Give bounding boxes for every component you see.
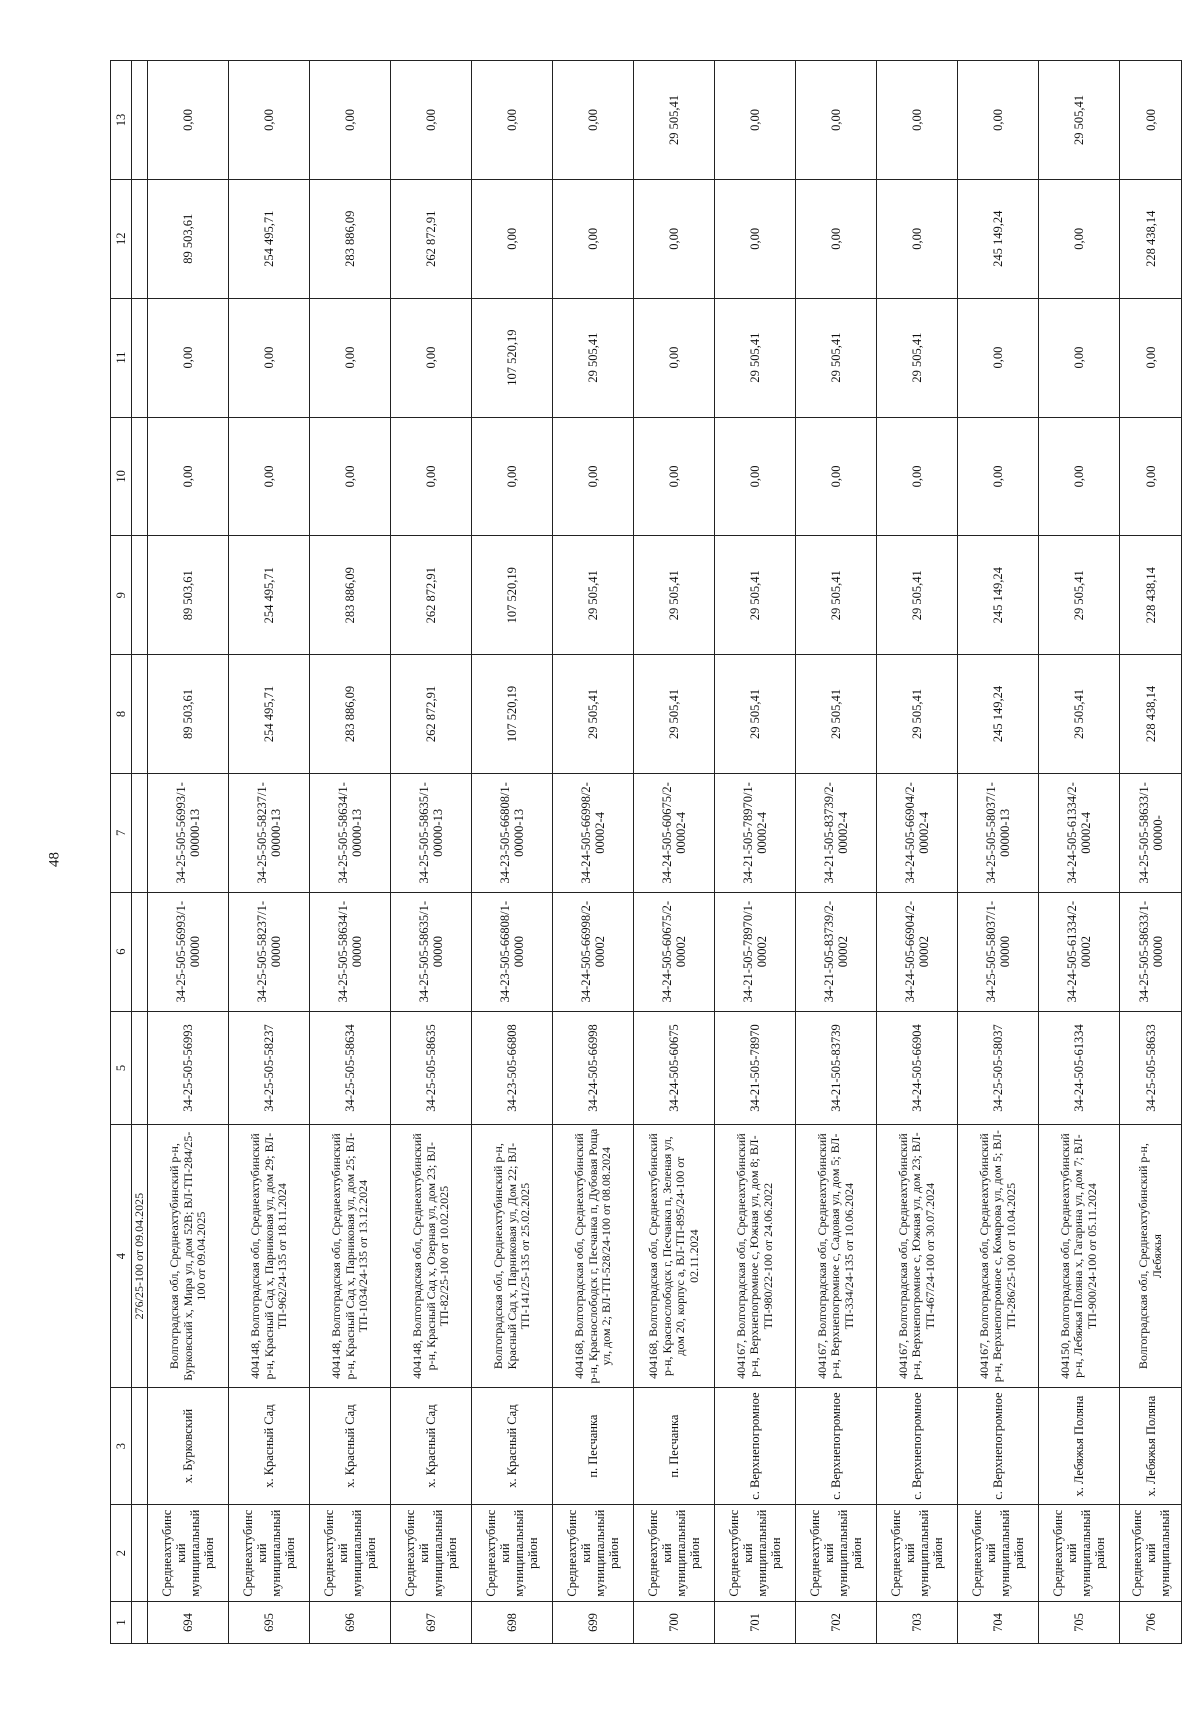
amount-cell: 0,00 bbox=[796, 417, 877, 536]
amount-cell: 89 503,61 bbox=[148, 536, 229, 655]
row-number: 703 bbox=[877, 1601, 958, 1643]
code-cell: 34-24-505-66904/2-00002 bbox=[877, 892, 958, 1011]
district-cell: Среднеахтубинский муниципальный район bbox=[310, 1505, 391, 1602]
code-cell: 34-25-505-58633 bbox=[1120, 1011, 1182, 1125]
code-cell: 34-25-505-58635/1-00000-13 bbox=[391, 773, 472, 892]
row-number: 694 bbox=[148, 1601, 229, 1643]
table-row bbox=[958, 61, 1039, 1644]
amount-cell: 0,00 bbox=[877, 179, 958, 298]
amount-cell: 0,00 bbox=[229, 61, 310, 180]
amount-cell: 245 149,24 bbox=[958, 655, 1039, 774]
amount-cell: 107 520,19 bbox=[472, 298, 553, 417]
district-cell: Среднеахтубинский муниципальный район bbox=[634, 1505, 715, 1602]
amount-cell: 0,00 bbox=[634, 179, 715, 298]
amount-cell: 29 505,41 bbox=[796, 536, 877, 655]
amount-cell: 0,00 bbox=[229, 417, 310, 536]
table-row bbox=[1039, 61, 1120, 1644]
code-cell: 34-25-505-58633/1-00000- bbox=[1120, 773, 1182, 892]
code-cell: 34-21-505-78970/1-00002 bbox=[715, 892, 796, 1011]
table-row bbox=[715, 61, 796, 1644]
code-cell: 34-25-505-58237/1-00000 bbox=[229, 892, 310, 1011]
table-row bbox=[1120, 61, 1182, 1644]
code-cell: 34-24-505-66904 bbox=[877, 1011, 958, 1125]
amount-cell: 29 505,41 bbox=[1039, 61, 1120, 180]
settlement-cell: с. Верхнепогромное bbox=[877, 1387, 958, 1505]
table-row bbox=[634, 61, 715, 1644]
amount-cell: 89 503,61 bbox=[148, 655, 229, 774]
address-cell: 404148, Волгоградская обл, Среднеахтубинский р-н, Красный Сад х, Парниковая ул, дом 25; ВЛ-ТП-1034/24-135 от 13.12.2024 bbox=[310, 1125, 391, 1387]
amount-cell: 254 495,71 bbox=[229, 179, 310, 298]
amount-cell: 0,00 bbox=[1039, 179, 1120, 298]
amount-cell: 29 505,41 bbox=[553, 298, 634, 417]
code-cell: 34-25-505-58634 bbox=[310, 1011, 391, 1125]
code-cell: 34-24-505-66998/2-00002-4 bbox=[553, 773, 634, 892]
table-row bbox=[877, 61, 958, 1644]
amount-cell: 29 505,41 bbox=[715, 536, 796, 655]
amount-cell: 283 886,09 bbox=[310, 536, 391, 655]
row-number: 702 bbox=[796, 1601, 877, 1643]
amount-cell: 29 505,41 bbox=[877, 536, 958, 655]
code-cell: 34-24-505-61334/2-00002-4 bbox=[1039, 773, 1120, 892]
amount-cell: 0,00 bbox=[1039, 298, 1120, 417]
column-number: 9 bbox=[111, 536, 132, 655]
code-cell: 34-25-505-58635/1-00000 bbox=[391, 892, 472, 1011]
column-number: 11 bbox=[111, 298, 132, 417]
settlement-cell: х. Красный Сад bbox=[472, 1387, 553, 1505]
code-cell: 34-24-505-66998 bbox=[553, 1011, 634, 1125]
amount-cell: 0,00 bbox=[391, 298, 472, 417]
amount-cell: 262 872,91 bbox=[391, 536, 472, 655]
code-cell: 34-23-505-66808/1-00000 bbox=[472, 892, 553, 1011]
amount-cell: 29 505,41 bbox=[796, 298, 877, 417]
amount-cell: 245 149,24 bbox=[958, 536, 1039, 655]
code-cell: 34-21-505-78970/1-00002-4 bbox=[715, 773, 796, 892]
code-cell: 34-25-505-58037 bbox=[958, 1011, 1039, 1125]
carry-over-address: 276/25-100 от 09.04.2025 bbox=[132, 1125, 148, 1387]
code-cell: 34-25-505-56993/1-00000-13 bbox=[148, 773, 229, 892]
settlement-cell: х. Красный Сад bbox=[229, 1387, 310, 1505]
code-cell: 34-24-505-60675 bbox=[634, 1011, 715, 1125]
amount-cell: 0,00 bbox=[472, 417, 553, 536]
address-cell: 404167, Волгоградская обл, Среднеахтубинский р-н, Верхнепогромное с, Комарова ул, дом 5; ВЛ-ТП-286/25-100 от 10.04.2025 bbox=[958, 1125, 1039, 1387]
amount-cell: 0,00 bbox=[553, 417, 634, 536]
code-cell: 34-25-505-56993/1-00000 bbox=[148, 892, 229, 1011]
amount-cell: 89 503,61 bbox=[148, 179, 229, 298]
amount-cell: 0,00 bbox=[472, 179, 553, 298]
amount-cell: 0,00 bbox=[148, 298, 229, 417]
amount-cell: 0,00 bbox=[958, 417, 1039, 536]
amount-cell: 29 505,41 bbox=[877, 655, 958, 774]
page-number: 48 bbox=[46, 852, 63, 867]
amount-cell: 29 505,41 bbox=[634, 536, 715, 655]
amount-cell: 0,00 bbox=[796, 179, 877, 298]
settlement-cell: х. Красный Сад bbox=[310, 1387, 391, 1505]
amount-cell: 0,00 bbox=[310, 417, 391, 536]
row-number: 706 bbox=[1120, 1601, 1182, 1643]
table-row bbox=[229, 61, 310, 1644]
row-number: 696 bbox=[310, 1601, 391, 1643]
column-number: 10 bbox=[111, 417, 132, 536]
code-cell: 34-25-505-56993 bbox=[148, 1011, 229, 1125]
address-cell: Волгоградская обл, Среднеахтубинский р-н, Красный Сад х, Парниковая ул, Дом 22; ВЛ-ТП-141/25-135 от 25.02.2025 bbox=[472, 1125, 553, 1387]
address-cell: 404150, Волгоградская обл, Среднеахтубинский р-н, Лебяжья Поляна х, Гагарина ул, дом 7; ВЛ-ТП-900/24-100 от 05.11.2024 bbox=[1039, 1125, 1120, 1387]
table-row bbox=[553, 61, 634, 1644]
address-cell: 404167, Волгоградская обл, Среднеахтубинский р-н, Верхнепогромное с, Садовая ул, дом 5; ВЛ-ТП-334/24-135 от 10.06.2024 bbox=[796, 1125, 877, 1387]
table-row bbox=[148, 61, 229, 1644]
settlement-cell: с. Верхнепогромное bbox=[715, 1387, 796, 1505]
amount-cell: 29 505,41 bbox=[715, 298, 796, 417]
amount-cell: 0,00 bbox=[310, 61, 391, 180]
code-cell: 34-25-505-58037/1-00000 bbox=[958, 892, 1039, 1011]
amount-cell: 0,00 bbox=[1120, 298, 1182, 417]
amount-cell: 228 438,14 bbox=[1120, 179, 1182, 298]
amount-cell: 0,00 bbox=[391, 61, 472, 180]
address-cell: 404148, Волгоградская обл, Среднеахтубинский р-н, Красный Сад х, Парниковая ул, дом 29; ВЛ-ТП-962/24-135 от 18.11.2024 bbox=[229, 1125, 310, 1387]
table-row bbox=[472, 61, 553, 1644]
district-cell: Среднеахтубинский муниципальный район bbox=[391, 1505, 472, 1602]
amount-cell: 0,00 bbox=[148, 417, 229, 536]
amount-cell: 0,00 bbox=[310, 298, 391, 417]
district-cell: Среднеахтубинский муниципальный район bbox=[148, 1505, 229, 1602]
code-cell: 34-24-505-60675/2-00002-4 bbox=[634, 773, 715, 892]
amount-cell: 283 886,09 bbox=[310, 179, 391, 298]
amount-cell: 29 505,41 bbox=[796, 655, 877, 774]
amount-cell: 0,00 bbox=[1120, 417, 1182, 536]
code-cell: 34-23-505-66808/1-00000-13 bbox=[472, 773, 553, 892]
code-cell: 34-25-505-58633/1-00000 bbox=[1120, 892, 1182, 1011]
code-cell: 34-24-505-60675/2-00002 bbox=[634, 892, 715, 1011]
code-cell: 34-21-505-83739 bbox=[796, 1011, 877, 1125]
row-number: 698 bbox=[472, 1601, 553, 1643]
amount-cell: 29 505,41 bbox=[553, 655, 634, 774]
amount-cell: 0,00 bbox=[634, 417, 715, 536]
table-row bbox=[391, 61, 472, 1644]
column-number: 8 bbox=[111, 655, 132, 774]
amount-cell: 0,00 bbox=[148, 61, 229, 180]
address-cell: 404168, Волгоградская обл, Среднеахтубинский р-н, Краснослободск г, Песчанка п, Дубовая Роща ул, дом 2; ВЛ-ТП-528/24-100 от 08.08.2024 bbox=[553, 1125, 634, 1387]
amount-cell: 262 872,91 bbox=[391, 655, 472, 774]
amount-cell: 29 505,41 bbox=[1039, 655, 1120, 774]
amount-cell: 29 505,41 bbox=[634, 61, 715, 180]
settlement-cell: п. Песчанка bbox=[634, 1387, 715, 1505]
district-cell: Среднеахтубинский муниципальный район bbox=[472, 1505, 553, 1602]
code-cell: 34-23-505-66808 bbox=[472, 1011, 553, 1125]
row-number: 697 bbox=[391, 1601, 472, 1643]
amount-cell: 0,00 bbox=[796, 61, 877, 180]
row-number: 700 bbox=[634, 1601, 715, 1643]
address-cell: Волгоградская обл, Среднеахтубинский р-н, Бурковский х, Мира ул, дом 52В; ВЛ-ТП-284/25-100 от 09.04.2025 bbox=[148, 1125, 229, 1387]
amount-cell: 283 886,09 bbox=[310, 655, 391, 774]
table-row bbox=[310, 61, 391, 1644]
amount-cell: 245 149,24 bbox=[958, 179, 1039, 298]
amount-cell: 254 495,71 bbox=[229, 536, 310, 655]
amount-cell: 29 505,41 bbox=[715, 655, 796, 774]
amount-cell: 228 438,14 bbox=[1120, 536, 1182, 655]
district-cell: Среднеахтубинский муниципальный район bbox=[877, 1505, 958, 1602]
column-number: 6 bbox=[111, 892, 132, 1011]
column-number: 1 bbox=[111, 1601, 132, 1643]
code-cell: 34-25-505-58237 bbox=[229, 1011, 310, 1125]
amount-cell: 107 520,19 bbox=[472, 536, 553, 655]
code-cell: 34-24-505-66998/2-00002 bbox=[553, 892, 634, 1011]
district-cell: Среднеахтубинский муниципальный район bbox=[796, 1505, 877, 1602]
code-cell: 34-21-505-83739/2-00002-4 bbox=[796, 773, 877, 892]
row-number: 701 bbox=[715, 1601, 796, 1643]
settlement-cell: х. Лебяжья Поляна bbox=[1120, 1387, 1182, 1505]
amount-cell: 107 520,19 bbox=[472, 655, 553, 774]
district-cell: Среднеахтубинский муниципальный район bbox=[715, 1505, 796, 1602]
code-cell: 34-24-505-61334 bbox=[1039, 1011, 1120, 1125]
amount-cell: 0,00 bbox=[877, 61, 958, 180]
district-cell: Среднеахтубинский муниципальный bbox=[1120, 1505, 1182, 1602]
amount-cell: 0,00 bbox=[553, 61, 634, 180]
district-cell: Среднеахтубинский муниципальный район bbox=[553, 1505, 634, 1602]
amount-cell: 0,00 bbox=[958, 298, 1039, 417]
amount-cell: 0,00 bbox=[472, 61, 553, 180]
data-table bbox=[110, 60, 1182, 1644]
column-number: 3 bbox=[111, 1387, 132, 1505]
district-cell: Среднеахтубинский муниципальный район bbox=[958, 1505, 1039, 1602]
address-cell: 404167, Волгоградская обл, Среднеахтубинский р-н, Верхнепогромное с, Южная ул, дом 23; ВЛ-ТП-467/24-100 от 30.07.2024 bbox=[877, 1125, 958, 1387]
amount-cell: 0,00 bbox=[715, 179, 796, 298]
settlement-cell: х. Красный Сад bbox=[391, 1387, 472, 1505]
code-cell: 34-24-505-66904/2-00002-4 bbox=[877, 773, 958, 892]
amount-cell: 0,00 bbox=[1039, 417, 1120, 536]
row-number: 695 bbox=[229, 1601, 310, 1643]
column-number: 12 bbox=[111, 179, 132, 298]
district-cell: Среднеахтубинский муниципальный район bbox=[229, 1505, 310, 1602]
address-cell: 404167, Волгоградская обл, Среднеахтубинский р-н, Верхнепогромное с, Южная ул, дом 8; ВЛ-ТП-980/22-100 от 24.06.2022 bbox=[715, 1125, 796, 1387]
code-cell: 34-25-505-58037/1-00000-13 bbox=[958, 773, 1039, 892]
column-number: 13 bbox=[111, 61, 132, 180]
column-number: 4 bbox=[111, 1125, 132, 1387]
address-cell: 404168, Волгоградская обл, Среднеахтубинский р-н, Краснослободск г, Песчанка п, Зеленая ул, дом 20, корпус а, ВЛ-ТП-895/24-100 от 02.11.2024 bbox=[634, 1125, 715, 1387]
column-number: 2 bbox=[111, 1505, 132, 1602]
settlement-cell: х. Бурковский bbox=[148, 1387, 229, 1505]
code-cell: 34-25-505-58635 bbox=[391, 1011, 472, 1125]
code-cell: 34-25-505-58237/1-00000-13 bbox=[229, 773, 310, 892]
settlement-cell: с. Верхнепогромное bbox=[796, 1387, 877, 1505]
address-cell: Волгоградская обл, Среднеахтубинский р-н, Лебяжья bbox=[1120, 1125, 1182, 1387]
amount-cell: 29 505,41 bbox=[634, 655, 715, 774]
code-cell: 34-25-505-58634/1-00000-13 bbox=[310, 773, 391, 892]
code-cell: 34-24-505-61334/2-00002 bbox=[1039, 892, 1120, 1011]
amount-cell: 0,00 bbox=[715, 61, 796, 180]
column-number: 7 bbox=[111, 773, 132, 892]
settlement-cell: с. Верхнепогромное bbox=[958, 1387, 1039, 1505]
row-number: 705 bbox=[1039, 1601, 1120, 1643]
table-row bbox=[796, 61, 877, 1644]
amount-cell: 29 505,41 bbox=[877, 298, 958, 417]
address-cell: 404148, Волгоградская обл, Среднеахтубинский р-н, Красный Сад х, Озерная ул, дом 23; ВЛ-ТП-82/25-100 от 10.02.2025 bbox=[391, 1125, 472, 1387]
amount-cell: 29 505,41 bbox=[553, 536, 634, 655]
row-number: 699 bbox=[553, 1601, 634, 1643]
amount-cell: 228 438,14 bbox=[1120, 655, 1182, 774]
amount-cell: 254 495,71 bbox=[229, 655, 310, 774]
amount-cell: 0,00 bbox=[877, 417, 958, 536]
settlement-cell: п. Песчанка bbox=[553, 1387, 634, 1505]
code-cell: 34-21-505-78970 bbox=[715, 1011, 796, 1125]
column-number-row bbox=[111, 61, 132, 1644]
settlement-cell: х. Лебяжья Поляна bbox=[1039, 1387, 1120, 1505]
row-number: 704 bbox=[958, 1601, 1039, 1643]
code-cell: 34-21-505-83739/2-00002 bbox=[796, 892, 877, 1011]
code-cell: 34-25-505-58634/1-00000 bbox=[310, 892, 391, 1011]
amount-cell: 0,00 bbox=[1120, 61, 1182, 180]
column-number: 5 bbox=[111, 1011, 132, 1125]
rotated-table-container bbox=[110, 60, 1182, 1644]
amount-cell: 0,00 bbox=[391, 417, 472, 536]
amount-cell: 0,00 bbox=[958, 61, 1039, 180]
amount-cell: 0,00 bbox=[553, 179, 634, 298]
amount-cell: 0,00 bbox=[634, 298, 715, 417]
amount-cell: 262 872,91 bbox=[391, 179, 472, 298]
district-cell: Среднеахтубинский муниципальный район bbox=[1039, 1505, 1120, 1602]
amount-cell: 0,00 bbox=[715, 417, 796, 536]
carry-over-row bbox=[132, 61, 148, 1644]
amount-cell: 29 505,41 bbox=[1039, 536, 1120, 655]
amount-cell: 0,00 bbox=[229, 298, 310, 417]
